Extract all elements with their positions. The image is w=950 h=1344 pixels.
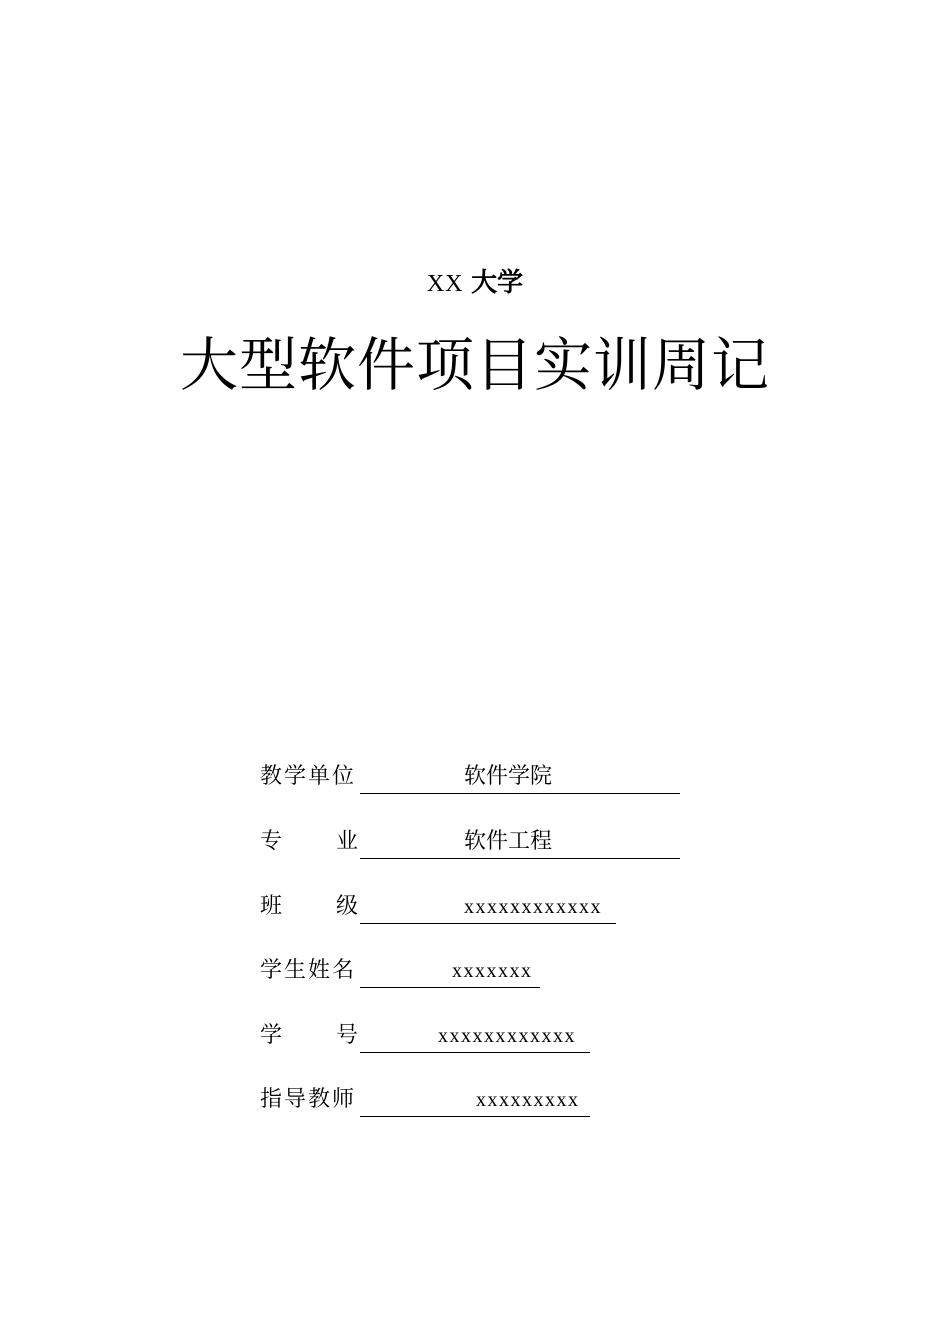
field-value-teaching-unit: 软件学院 <box>360 760 680 794</box>
university-name: 大学 <box>471 268 524 298</box>
field-label-teaching-unit: 教学单位 <box>260 764 357 789</box>
field-label-student-id: 学 号 <box>260 1023 360 1048</box>
field-value-major: 软件工程 <box>360 825 680 859</box>
university-heading <box>0 266 950 301</box>
field-label-class: 班 级 <box>260 894 360 919</box>
document-title: 大型软件项目实训周记 <box>179 331 770 399</box>
field-value-student-name: xxxxxxx <box>360 954 540 988</box>
field-value-advisor: xxxxxxxxx <box>360 1083 590 1117</box>
field-value-class: xxxxxxxxxxxx <box>360 890 616 924</box>
field-label-major: 专 业 <box>260 829 360 854</box>
field-value-student-id: xxxxxxxxxxxx <box>360 1019 590 1053</box>
field-label-student-name: 学生姓名 <box>260 958 357 983</box>
university-prefix: XX <box>426 271 464 297</box>
field-label-advisor: 指导教师 <box>260 1087 357 1112</box>
